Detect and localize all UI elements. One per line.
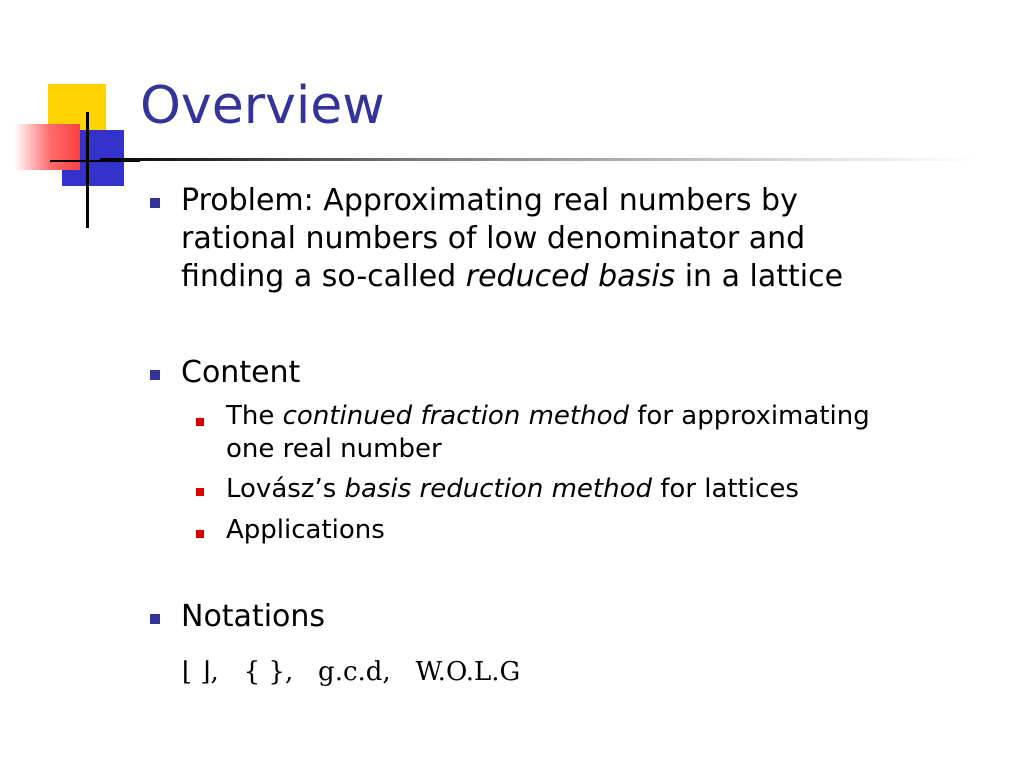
bullet-problem xyxy=(181,182,981,296)
wolg-abbrev: W.O.L.G xyxy=(415,657,521,687)
notation-symbols xyxy=(182,652,520,692)
title-underline xyxy=(100,158,980,161)
bullet-square-problem xyxy=(150,198,160,208)
content-item-applications: Applications xyxy=(226,515,385,545)
bullet-square-notations xyxy=(150,614,160,624)
content-item-basis-reduction: Lovász’s basis reduction method for lattices xyxy=(226,474,799,504)
problem-line-2: rational numbers of low denominator and xyxy=(181,221,806,256)
slide-title: Overview xyxy=(140,76,385,136)
bullet-square-sub-3 xyxy=(196,530,204,538)
content-item-continued-fraction: The continued fraction method for approximating one real number xyxy=(226,401,870,464)
problem-line-1: Problem: Approximating real numbers by xyxy=(181,183,798,218)
red-square xyxy=(14,124,80,170)
fractional-part-symbol: { }, xyxy=(243,657,294,687)
floor-symbol: ⌊ ⌋, xyxy=(182,657,219,687)
bullet-notations: Notations xyxy=(181,599,326,634)
bullet-square-sub-2 xyxy=(196,488,204,496)
logo-vertical-line xyxy=(86,112,89,228)
gcd-abbrev: g.c.d, xyxy=(318,657,391,687)
bullet-square-content xyxy=(150,370,160,380)
slide-logo-decoration xyxy=(0,0,140,240)
problem-line-3: finding a so-called reduced basis in a lattice xyxy=(181,259,844,294)
bullet-content: Content xyxy=(181,355,301,390)
bullet-square-sub-1 xyxy=(196,418,204,426)
